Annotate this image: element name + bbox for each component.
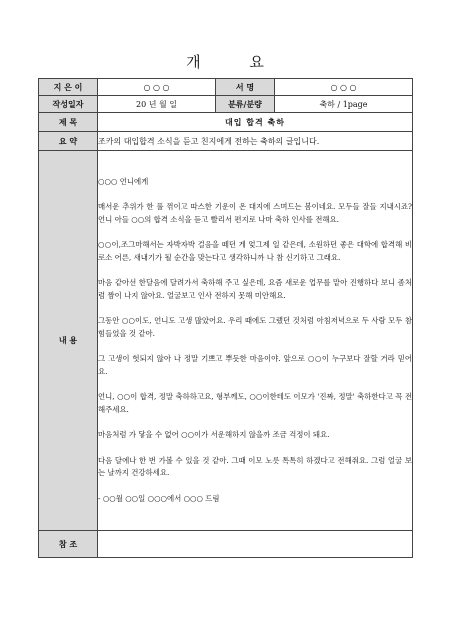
letter-signoff: - ○○월 ○○일 ○○○에서 ○○○ 드림 — [98, 493, 220, 503]
page-title: 개 요 — [186, 53, 286, 71]
letter-paragraph: 다음 달에나 한 번 가볼 수 있을 것 같아. 그때 이모 노릇 톡톡히 하겠다고 전해줘요. 그럼 얼굴 보는 날까지 건강하세요. — [98, 455, 412, 478]
author-row — [39, 79, 413, 96]
reference-row — [39, 531, 413, 558]
author-value: ○ ○ ○ — [98, 79, 216, 96]
letter-paragraph: 마음 같아선 한달음에 달려가서 축하해 주고 싶은데, 요즘 새로운 업무를 맡아 진행하다 보니 좀처럼 짬이 나지 않아요. 얼굴보고 인사 전하지 못해 미안해요. — [98, 278, 412, 300]
letter-paragraph: ○○○ 언니에게 — [98, 176, 149, 186]
category-value: 축하 / 1page — [275, 96, 413, 113]
reference-label: 참 조 — [39, 531, 98, 558]
summary-row — [39, 132, 413, 151]
outline-form-table — [38, 78, 413, 558]
author-label: 지 은 이 — [39, 79, 98, 96]
category-label: 분류/분량 — [216, 96, 275, 113]
letter-text — [98, 176, 412, 506]
date-row — [39, 96, 413, 113]
date-label: 작성일자 — [39, 96, 98, 113]
letter-body — [98, 151, 413, 531]
letter-paragraph: 매서운 추위가 한 풀 꺾이고 따스한 기운이 온 대지에 스며드는 봄이네요. 모두들 잘들 지내시죠? 언니 아들 ○○의 합격 소식을 듣고 빨리서 편지로 나마 축하 인사를 전해요. — [98, 202, 412, 224]
subject-value: 대입 합격 축하 — [98, 113, 413, 132]
signature-value: ○ ○ ○ — [275, 79, 413, 96]
letter-paragraph: 언니, ○○이 합격, 정말 축하하고요, 형부께도, ○○이한테도 이모가 '진짜, 정말' 축하한다고 꼭 전해주세요. — [98, 392, 412, 414]
signature-label: 서 명 — [216, 79, 275, 96]
date-value: 20 년 월 일 — [98, 96, 216, 113]
letter-paragraph: 그동안 ○○이도, 언니도 고생 많았어요. 우리 때에도 그랬던 것처럼 아침저녁으로 두 사람 모두 참 힘들었을 것 같아. — [98, 316, 412, 338]
subject-row — [39, 113, 413, 132]
letter-paragraph: 마음처럼 가 닿을 수 없어 ○○이가 서운해하지 않을까 조금 걱정이 돼요. — [98, 430, 330, 440]
content-label: 내 용 — [39, 151, 98, 531]
letter-paragraph: 그 고생이 헛되지 않아 나 정말 기쁘고 뿌듯한 마음이야. 앞으로 ○○이 누구보다 잘할 거라 믿어요. — [98, 354, 412, 376]
reference-value — [98, 531, 413, 558]
content-row — [39, 151, 413, 531]
letter-paragraph: ○○이,조그마해서는 자박자박 걸음을 떼던 게 엊그제 일 같은데, 소원하던 좋은 대학에 합격해 비로소 어른, 새내기가 될 순간을 맞는다고 생각하니까 나 참 신기하고 그래요. — [98, 240, 412, 262]
subject-label: 제 목 — [39, 113, 98, 132]
summary-value: 조카의 대입합격 소식을 듣고 친지에게 전하는 축하의 글입니다. — [98, 132, 413, 151]
summary-label: 요 약 — [39, 132, 98, 151]
